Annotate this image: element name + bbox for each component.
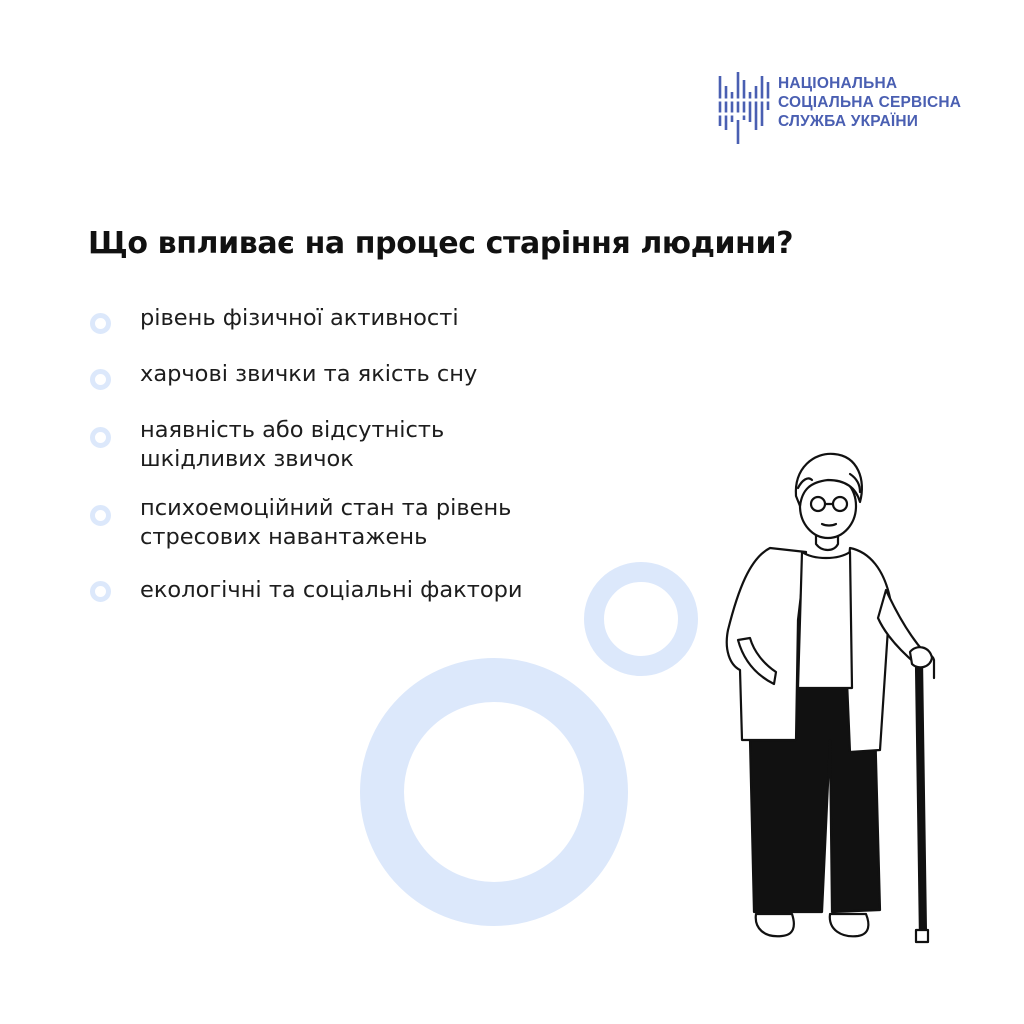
factor-text: наявність або відсутність шкідливих звичок [140,417,445,472]
logo-line-1: НАЦІОНАЛЬНА [778,75,898,92]
logo-wordmark [778,74,961,131]
decorative-ring-small [584,562,698,676]
logo-line-3: СЛУЖБА УКРАЇНИ [778,113,919,130]
elderly-woman-illustration [710,440,960,960]
circle-bullet-icon [90,427,111,448]
factor-text: харчові звички та якість сну [140,361,478,387]
circle-bullet-icon [90,505,111,526]
circle-bullet-icon [90,369,111,390]
decorative-ring-large [360,658,628,926]
logo-emblem-icon [716,70,772,146]
page-title: Що впливає на процес старіння людини? [88,226,794,261]
factor-text: рівень фізичної активності [140,305,459,331]
organization-logo [716,70,986,146]
factor-text: екологічні та соціальні фактори [140,577,523,603]
logo-line-2: СОЦІАЛЬНА СЕРВІСНА [778,94,962,111]
factor-text: психоемоційний стан та рівень стресових навантажень [140,495,512,550]
circle-bullet-icon [90,313,111,334]
circle-bullet-icon [90,581,111,602]
